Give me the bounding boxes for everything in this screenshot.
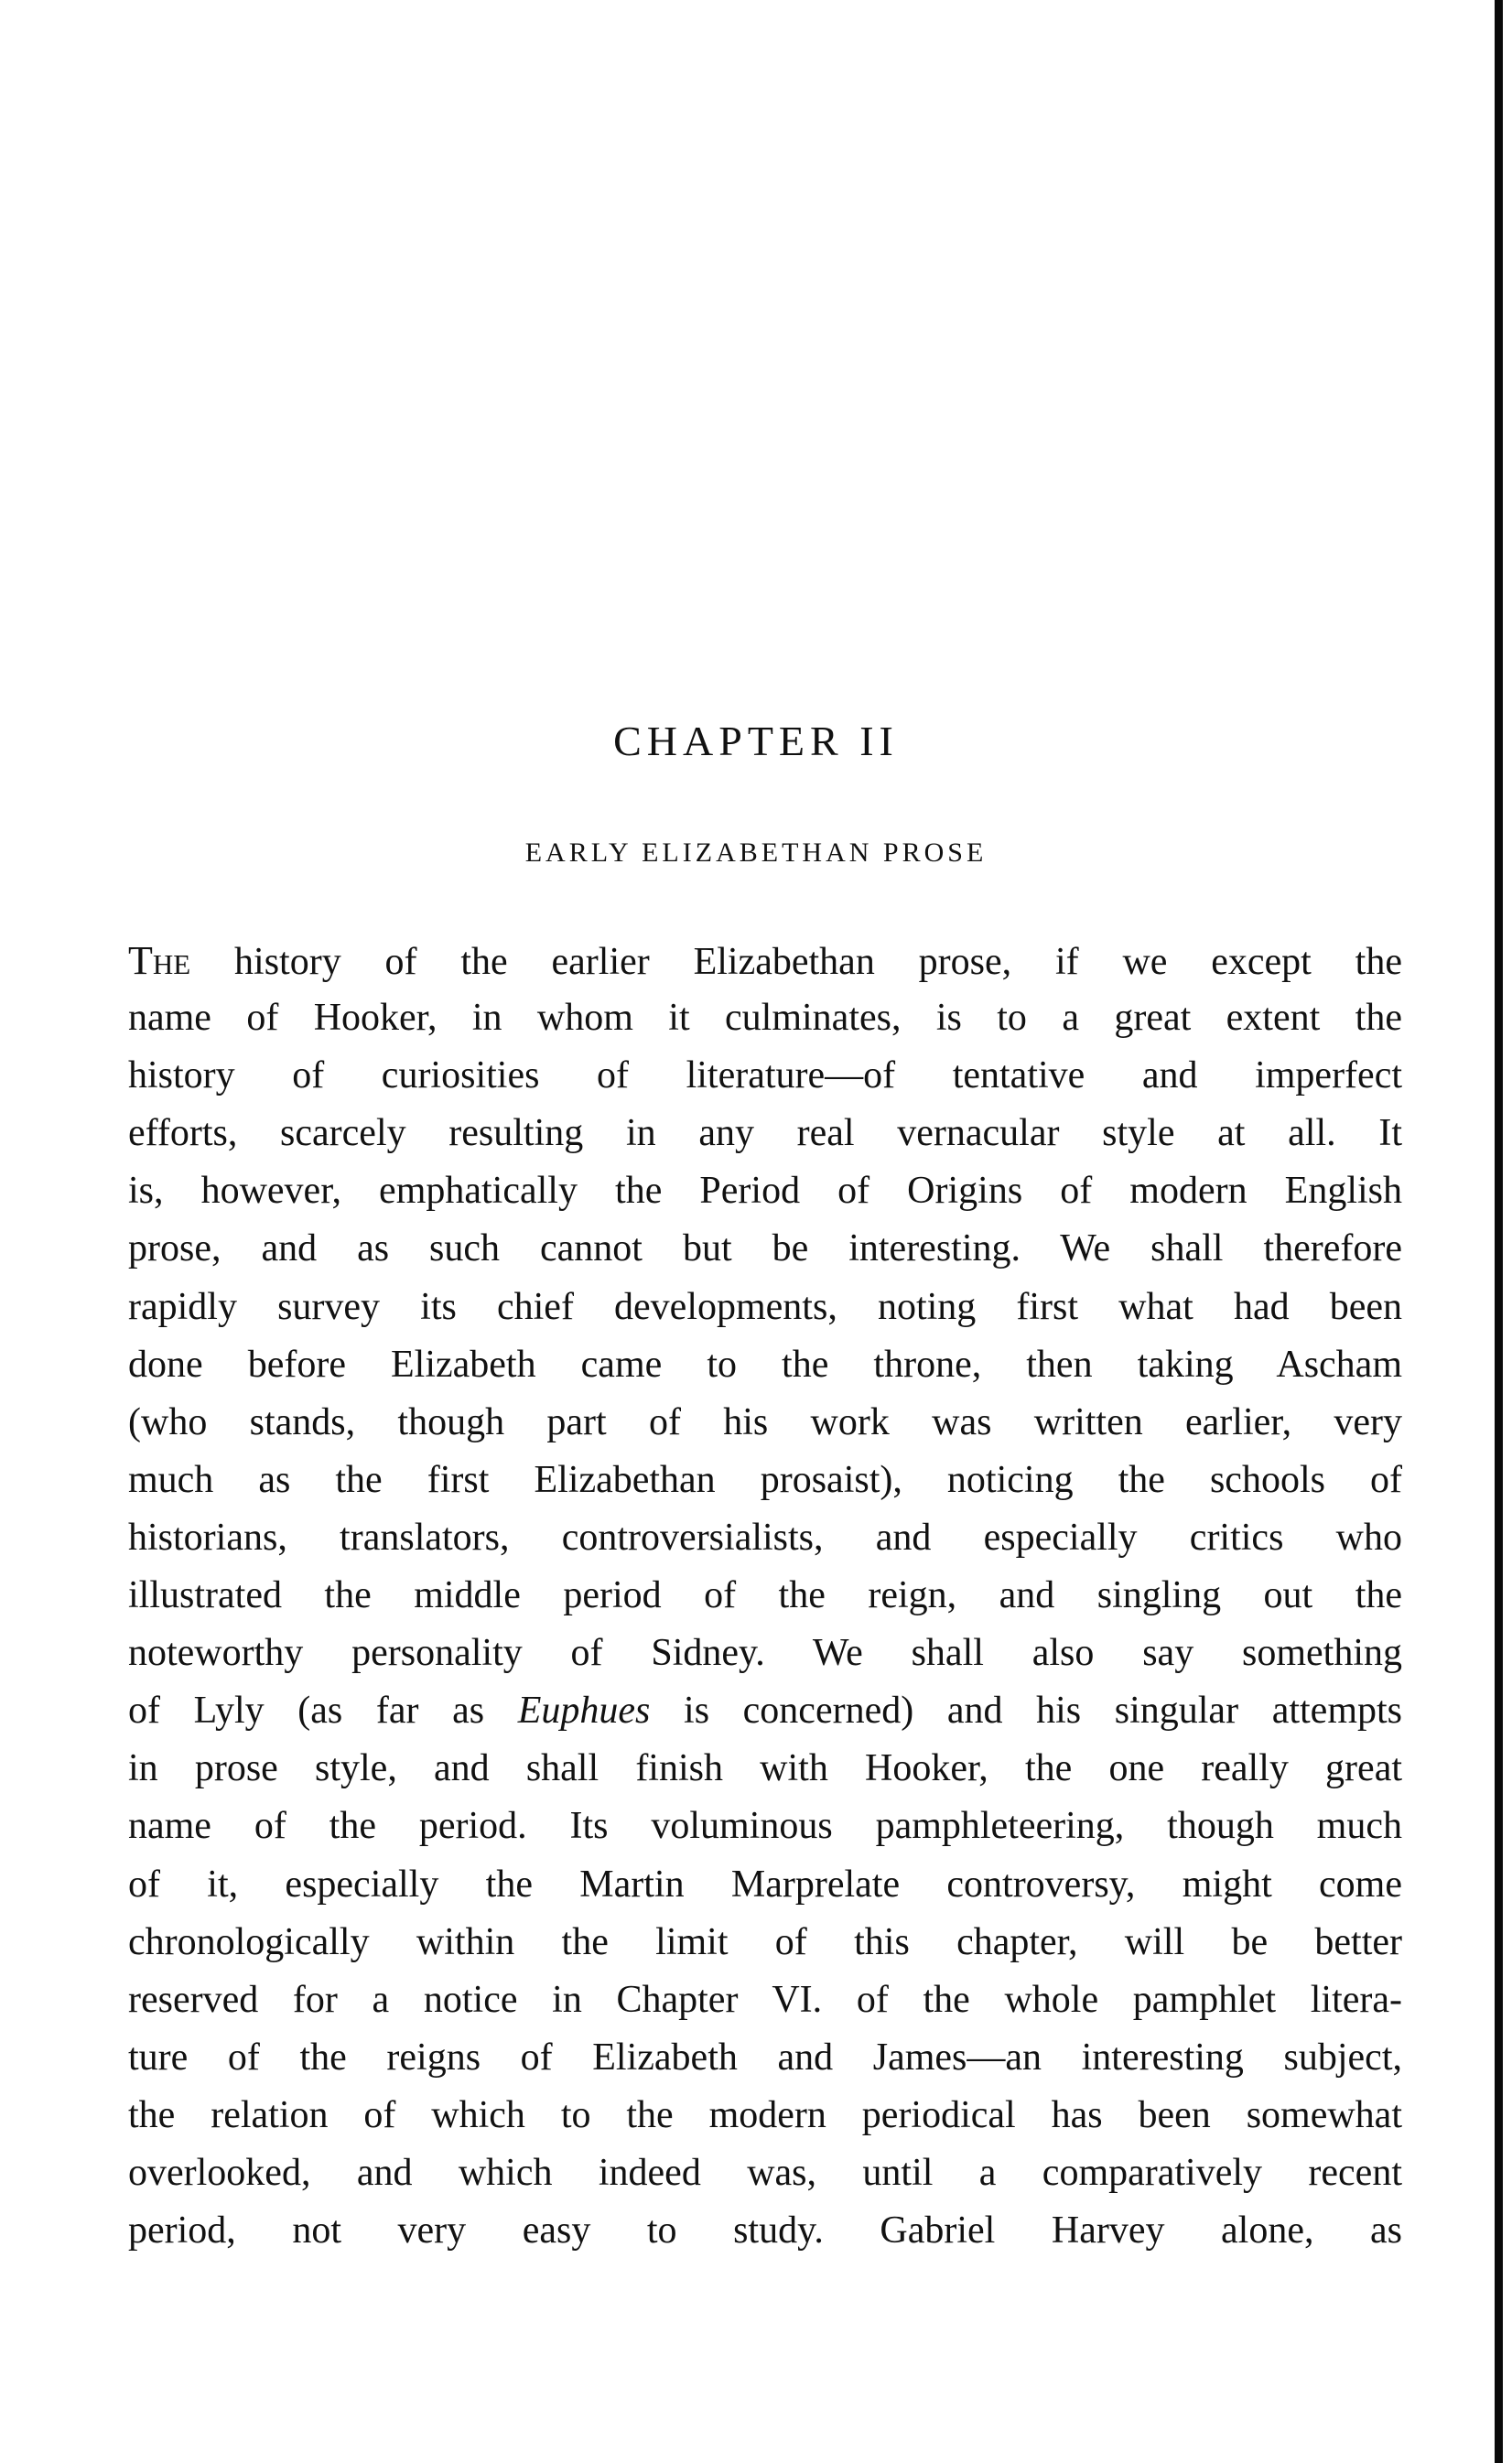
text-line-rest: history of the earlier Elizabethan prose, if we except the xyxy=(190,941,1402,983)
text-line: is, however, emphatically the Period of Origins of modern English xyxy=(128,1170,1402,1213)
text-line: history of curiosities of literature—of tentative and imperfect xyxy=(128,1054,1402,1097)
text-line: noteworthy personality of Sidney. We shall also say something xyxy=(128,1632,1402,1675)
text-line: reserved for a notice in Chapter VI. of the whole pamphlet litera- xyxy=(128,1978,1402,2021)
text-line xyxy=(128,1682,1402,1740)
text-line: (who stands, though part of his work was written earlier, very xyxy=(128,1400,1402,1443)
text-line: prose, and as such cannot but be interesting. We shall therefore xyxy=(128,1227,1402,1270)
chapter-subtitle: EARLY ELIZABETHAN PROSE xyxy=(524,837,988,868)
text-line: of it, especially the Martin Marprelate controversy, might come xyxy=(128,1863,1402,1906)
text-line: name of the period. Its voluminous pamphleteering, though much xyxy=(128,1805,1402,1848)
text-line: historians, translators, controversialists, and especially critics who xyxy=(128,1516,1402,1559)
text-line: done before Elizabeth came to the throne, then taking Ascham xyxy=(128,1343,1402,1386)
text-line: name of Hooker, in whom it culminates, is to a great extent the xyxy=(128,997,1402,1040)
text-line: period, not very easy to study. Gabriel Harvey alone, as xyxy=(128,2209,1402,2252)
text-line: the relation of which to the modern periodical has been somewhat xyxy=(128,2093,1402,2136)
chapter-title: CHAPTER II xyxy=(613,718,899,764)
text-line: overlooked, and which indeed was, until a comparatively recent xyxy=(128,2151,1402,2194)
text-line xyxy=(128,932,1402,989)
text-line: rapidly survey its chief developments, noting first what had been xyxy=(128,1285,1402,1328)
body-paragraph xyxy=(128,932,1402,2260)
book-title-euphues: Euphues xyxy=(517,1690,651,1733)
text-line: illustrated the middle period of the reign, and singling out the xyxy=(128,1574,1402,1617)
text-line: much as the first Elizabethan prosaist), noticing the schools of xyxy=(128,1458,1402,1501)
text-segment: of Lyly (as far as xyxy=(128,1690,518,1733)
opening-word: The xyxy=(128,938,191,983)
page-edge-rule xyxy=(1495,0,1503,2463)
text-line: ture of the reigns of Elizabeth and James—an interesting subject, xyxy=(128,2036,1402,2079)
text-segment: is concerned) and his singular attempts xyxy=(650,1690,1402,1733)
text-line: in prose style, and shall finish with Hooker, the one really great xyxy=(128,1747,1402,1790)
text-line: chronologically within the limit of this chapter, will be better xyxy=(128,1920,1402,1963)
text-line: efforts, scarcely resulting in any real vernacular style at all. It xyxy=(128,1112,1402,1155)
